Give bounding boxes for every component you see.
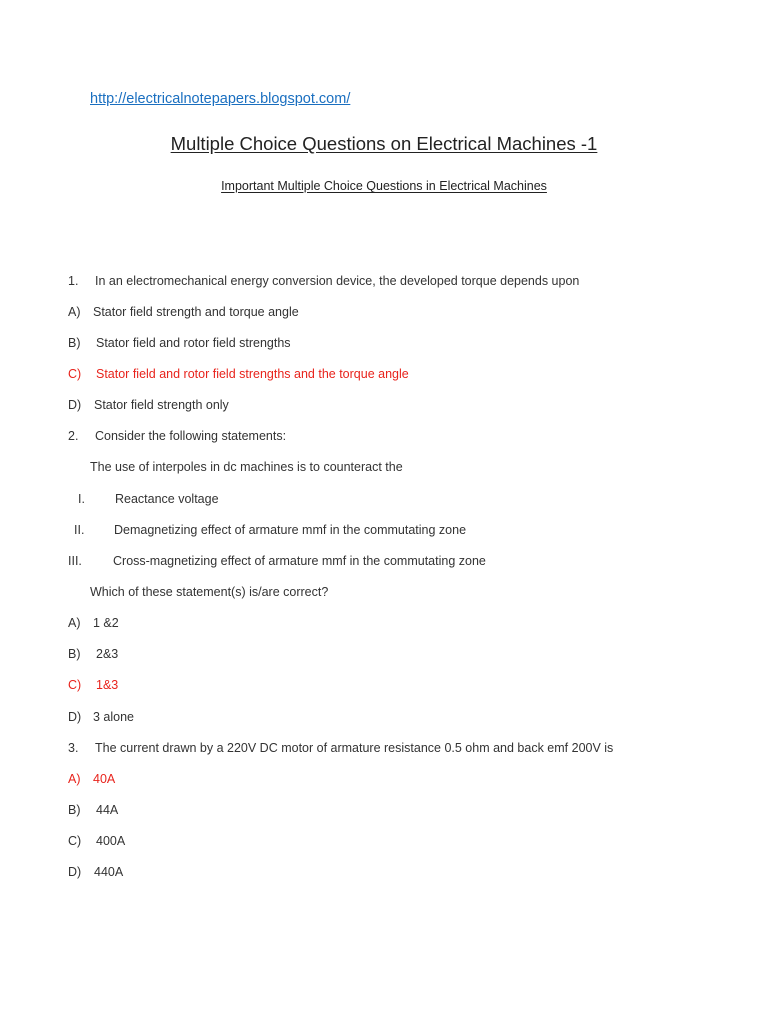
line-text: 44A — [96, 803, 119, 817]
line-text: Stator field strength and torque angle — [93, 305, 299, 319]
line-marker: 1. — [68, 274, 79, 288]
line-marker: D) — [68, 398, 82, 412]
line-text: 3 alone — [93, 710, 135, 724]
line-text: 400A — [96, 834, 126, 848]
line-text: 1&3 — [96, 678, 119, 692]
line-text: Cross-magnetizing effect of armature mmf in the commutating zone — [113, 554, 486, 568]
line-marker: D) — [68, 865, 82, 879]
line-text: Which of these statement(s) is/are correct? — [90, 585, 329, 599]
line-text: In an electromechanical energy conversion device, the developed torque depends upon — [95, 274, 580, 288]
line-marker: A) — [68, 616, 81, 630]
line-text: Demagnetizing effect of armature mmf in the commutating zone — [114, 523, 467, 537]
page-subtitle: Important Multiple Choice Questions in Electrical Machines — [221, 179, 547, 193]
line-text: 2&3 — [96, 647, 119, 661]
line-marker: B) — [68, 336, 81, 350]
line-text: The use of interpoles in dc machines is to counteract the — [90, 460, 403, 474]
line-text: Stator field and rotor field strengths — [96, 336, 291, 350]
line-text: Reactance voltage — [115, 492, 219, 506]
line-marker: III. — [68, 554, 82, 568]
line-marker: 2. — [68, 429, 79, 443]
line-text: 1 &2 — [93, 616, 119, 630]
line-marker: I. — [78, 492, 85, 506]
line-text: Stator field and rotor field strengths and the torque angle — [96, 367, 409, 381]
line-text: 440A — [94, 865, 124, 879]
line-marker: A) — [68, 305, 81, 319]
line-marker: B) — [68, 647, 81, 661]
line-marker: C) — [68, 678, 82, 692]
line-text: Stator field strength only — [94, 398, 229, 412]
line-text: The current drawn by a 220V DC motor of armature resistance 0.5 ohm and back emf 200V is — [95, 741, 614, 755]
line-text: Consider the following statements: — [95, 429, 287, 443]
line-marker: 3. — [68, 741, 79, 755]
line-marker: D) — [68, 710, 82, 724]
line-marker: B) — [68, 803, 81, 817]
line-marker: II. — [74, 523, 85, 537]
line-marker: C) — [68, 834, 82, 848]
line-text: 40A — [93, 772, 116, 786]
page-title: Multiple Choice Questions on Electrical Machines -1 — [170, 133, 598, 154]
line-marker: C) — [68, 367, 82, 381]
blog-link[interactable]: http://electricalnotepapers.blogspot.com/ — [90, 91, 351, 107]
line-marker: A) — [68, 772, 81, 786]
